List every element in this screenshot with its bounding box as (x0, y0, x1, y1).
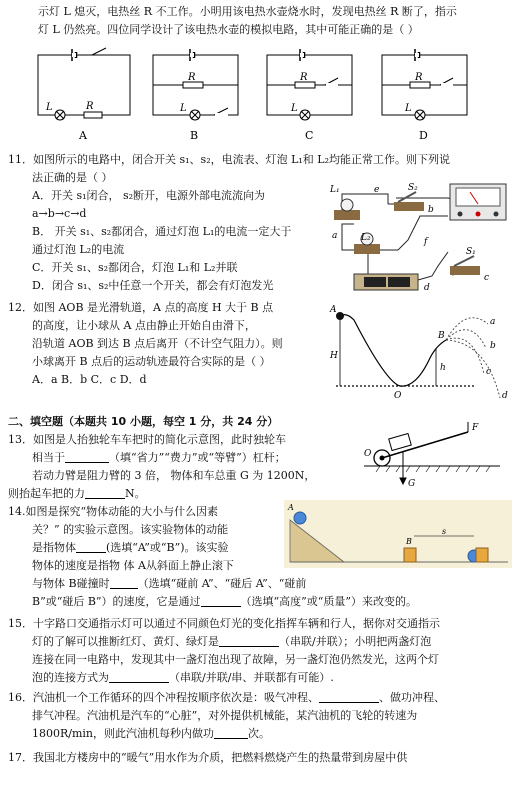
battery (354, 274, 418, 290)
q17-line-1: 17．我国北方楼房中的“暖气”用水作为介质，把燃料燃烧产生的热量带到房屋中供 (8, 751, 408, 764)
label-l: L (180, 103, 187, 114)
label-a: a (332, 231, 338, 241)
label-g-weight: G (408, 479, 416, 489)
label-f: f (424, 237, 428, 247)
q14-line-3: 是指物体 (选填“A”或“B”)。该实验 (32, 541, 229, 554)
trajectory-c: c (486, 367, 492, 377)
section-heading: 二、填空题（本题共 10 小题，每空 1 分，共 24 分） (8, 415, 279, 428)
label-a-ball: A (288, 503, 294, 512)
q11-option-b: B． 开关 s₁、s₂都闭合，通过灯泡 L₁的电流一定大于 (32, 225, 292, 238)
q12-line-2: 的高度，让小球从 A 点由静止开始自由滑下， (32, 319, 256, 332)
label-l: L (46, 102, 53, 113)
label-f-force: F (472, 423, 479, 433)
q11-option-c: C．开关 s₁、s₂都闭合，灯泡 L₁和 L₂并联 (32, 261, 238, 274)
q11-line-2: 法正确的是（ ） (32, 171, 113, 184)
circuit-b (153, 49, 238, 120)
intro-line-1: 示灯 L 熄灭，电热丝 R 不工作。小明用该电热水壶烧水时，发现电热丝 R 断了，指示 (38, 5, 457, 18)
q16-line-1: 16．汽油机一个工作循环的四个冲程按顺序依次是：吸气冲程、 、做功冲程、 (8, 691, 445, 704)
option-label-b: B (190, 129, 199, 142)
label-b: b (428, 205, 434, 215)
q11-option-d: D．闭合 s₁、s₂中任意一个开关，都会有灯泡发光 (32, 279, 274, 292)
label-b-block: B (406, 537, 412, 546)
option-label-c: C (305, 129, 314, 142)
q13-wheelbarrow-diagram (360, 422, 510, 490)
answer-blank[interactable] (219, 634, 279, 647)
switch-s1 (450, 256, 480, 275)
answer-blank[interactable] (214, 726, 248, 739)
label-l1: L₁ (330, 185, 340, 195)
label-e: e (374, 185, 380, 195)
answer-blank[interactable] (201, 594, 241, 607)
switch-s2 (394, 192, 424, 211)
label-h-lower: h (440, 363, 446, 373)
trajectory-d: d (502, 391, 508, 401)
label-b-point: B (438, 331, 445, 341)
intro-line-2: 灯 L 仍然亮。四位同学设计了该电热水壶的模拟电路，其中可能正确的是（ ） (38, 23, 419, 36)
label-r: R (300, 72, 308, 83)
q13-line-4: 则抬起车把的力 N。 (8, 487, 146, 500)
label-s-distance: s (442, 527, 447, 536)
label-h-upper: H (330, 351, 338, 361)
q14-line-4: 物体的速度是指物 体 A从斜面上静止滚下 (32, 559, 234, 572)
label-l2: L₂ (361, 233, 371, 243)
circuit-diagrams (0, 40, 521, 148)
q14-line-2: 关？” 的实验示意图。该实验物体的动能 (32, 523, 229, 536)
q12-line-1: 12．如图 AOB 是光滑轨道，A 点的高度 H 大于 B 点 (8, 301, 274, 314)
q15-line-1: 15．十字路口交通指示灯可以通过不同颜色灯光的变化指挥车辆和行人，据你对交通指示 (8, 617, 440, 630)
answer-blank[interactable] (65, 450, 109, 463)
q12-track-diagram (326, 302, 516, 402)
q16-line-3: 1800R/min，则此汽油机每秒内做功 次。 (32, 727, 271, 740)
bulb-l1 (334, 199, 360, 220)
q13-line-3: 若动力臂是阻力臂的 3 倍， 物体和车总重 G 为 1200N， (32, 469, 316, 482)
label-o-pivot: O (364, 449, 372, 459)
q14-ramp-diagram (284, 500, 512, 568)
label-r: R (86, 101, 94, 112)
q11-line-1: 11．如图所示的电路中，闭合开关 s₁、s₂，电流表、灯泡 L₁和 L₂均能正常工作。则下列说 (8, 153, 451, 166)
q15-line-4: 泡的连接方式为 （串联/并联/串、并联都有可能）. (32, 671, 334, 684)
trajectory-b: b (490, 341, 496, 351)
q14-line-1: 14.如图是探究“物体动能的大小与什么因素 (8, 505, 219, 518)
q11-physical-circuit (328, 180, 514, 298)
q16-line-2: 排气冲程。汽油机是汽车的“心脏”，对外提供机械能，某汽油机的飞轮的转速为 (32, 709, 418, 722)
ammeter (450, 184, 506, 220)
answer-blank[interactable] (109, 670, 169, 683)
label-l: L (405, 103, 412, 114)
option-label-a: A (79, 129, 87, 142)
q11-option-a: A．开关 s₁闭合， s₂断开，电源外部电流流向为 (32, 189, 266, 202)
q12-options: A．a B．b C．c D．d (32, 373, 147, 386)
q15-line-3: 连接在同一电路中，发现其中一盏灯泡出现了故障，另一盏灯泡仍然发光，这两个灯 (32, 653, 439, 666)
q12-line-4: 小球离开 B 点后的运动轨迹最符合实际的是（ ） (32, 355, 271, 368)
label-r: R (415, 72, 423, 83)
q14-line-6: B”或“碰后 B”）的速度，它是通过 （选填“高度”或“质量”）来改变的。 (32, 595, 418, 608)
q12-line-3: 沿轨道 AOB 到达 B 点后离开（不计空气阻力）。则 (32, 337, 283, 350)
q15-line-2: 灯的了解可以推断红灯、黄灯、绿灯是 （串联/并联）；小明把两盏灯泡 (32, 635, 432, 648)
label-o-point: O (394, 391, 402, 401)
label-c: c (484, 273, 490, 283)
q11-option-b-cont: 通过灯泡 L₂的电流 (32, 243, 125, 256)
circuit-d (382, 49, 467, 120)
label-s2: S₂ (408, 183, 418, 193)
label-l: L (291, 103, 298, 114)
trajectory-a: a (490, 317, 496, 327)
q13-line-1: 13．如图是人抬独轮车车把时的简化示意图，此时独轮车 (8, 433, 286, 446)
label-a-point: A (330, 305, 337, 315)
q14-line-5: 与物体 B碰撞时 （选填“碰前 A”、“碰后 A”、“碰前 (32, 577, 307, 590)
q13-line-2: 相当于 （填“省力”“费力”或“等臂”）杠杆； (32, 451, 286, 464)
q11-option-a-cont: a→b→c→d (32, 207, 87, 220)
label-s1: S₁ (466, 247, 476, 257)
answer-blank[interactable] (76, 540, 106, 553)
answer-blank[interactable] (110, 576, 138, 589)
label-r: R (188, 72, 196, 83)
answer-blank[interactable] (85, 486, 125, 499)
answer-blank[interactable] (319, 690, 379, 703)
label-d: d (424, 283, 430, 293)
option-label-d: D (419, 129, 428, 142)
circuit-c (267, 49, 352, 120)
